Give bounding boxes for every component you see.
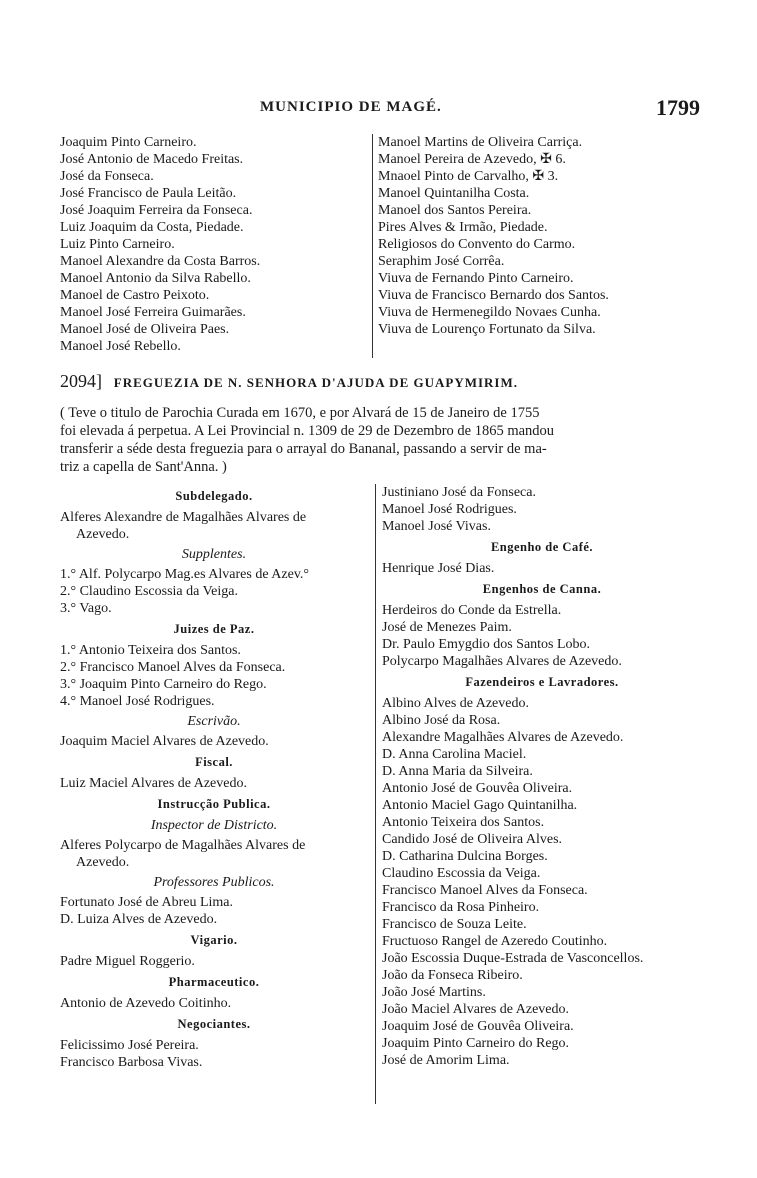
list-item: Seraphim José Corrêa. xyxy=(378,254,505,269)
section-number: 2094] xyxy=(60,371,102,391)
list-item: Dr. Paulo Emygdio dos Santos Lobo. xyxy=(382,637,591,652)
intro-line: foi elevada á perpetua. A Lei Provincial n. 1309 de 29 de Dezembro de 1865 mandou xyxy=(60,423,555,439)
list-item: Manoel Antonio da Silva Rabello. xyxy=(60,271,251,286)
list-item: Joaquim Pinto Carneiro. xyxy=(60,135,197,150)
heading-instrucao: Instrucção Publica. xyxy=(157,797,271,811)
heading-escrivao: Escrivão. xyxy=(187,714,241,729)
list-item: Mnaoel Pinto de Carvalho, ✠ 3. xyxy=(378,169,559,184)
list-item: João Maciel Alvares de Azevedo. xyxy=(382,1002,569,1017)
list-item: Antonio Teixeira dos Santos. xyxy=(382,815,545,830)
list-item: 2.° Francisco Manoel Alves da Fonseca. xyxy=(60,660,286,675)
top-right-list xyxy=(378,134,700,338)
list-item: Luiz Maciel Alvares de Azevedo. xyxy=(60,776,247,791)
list-item: Joaquim Maciel Alvares de Azevedo. xyxy=(60,734,269,749)
list-item: Antonio José de Gouvêa Oliveira. xyxy=(382,781,573,796)
list-item: Henrique José Dias. xyxy=(382,561,495,576)
left-column xyxy=(60,484,368,1071)
list-item: José da Fonseca. xyxy=(60,169,154,184)
heading-supplentes: Supplentes. xyxy=(181,547,247,562)
list-item: 3.° Joaquim Pinto Carneiro do Rego. xyxy=(60,677,267,692)
intro-line: ( Teve o titulo de Parochia Curada em 1670, e por Alvará de 15 de Janeiro de 1755 xyxy=(60,405,540,421)
inspector-line: Alferes Polycarpo de Magalhães Alvares de xyxy=(60,838,306,853)
page-number: 1799 xyxy=(656,95,700,120)
list-item: João Escossia Duque-Estrada de Vasconcellos. xyxy=(382,951,644,966)
list-item: Francisco da Rosa Pinheiro. xyxy=(382,900,540,915)
list-item: Justiniano José da Fonseca. xyxy=(382,485,536,500)
list-item: Viuva de Fernando Pinto Carneiro. xyxy=(378,271,574,286)
list-item: 1.° Alf. Polycarpo Mag.es Alvares de Azev.° xyxy=(60,567,310,582)
heading-inspector: Inspector de Districto. xyxy=(150,818,278,833)
list-item: José de Amorim Lima. xyxy=(382,1053,510,1068)
list-item: Manoel José Ferreira Guimarães. xyxy=(60,305,246,320)
heading-vigario: Vigario. xyxy=(190,933,238,947)
list-item: 2.° Claudino Escossia da Veiga. xyxy=(60,584,238,599)
list-item: 4.° Manoel José Rodrigues. xyxy=(60,694,215,709)
list-item: Fructuoso Rangel de Azeredo Coutinho. xyxy=(382,934,608,949)
list-item: Manoel Quintanilha Costa. xyxy=(378,186,530,201)
list-item: Fortunato José de Abreu Lima. xyxy=(60,895,234,910)
heading-engenhos-canna: Engenhos de Canna. xyxy=(482,582,602,596)
list-item: Manoel Alexandre da Costa Barros. xyxy=(60,254,261,269)
heading-negociantes: Negociantes. xyxy=(177,1017,251,1031)
list-item: Francisco Manoel Alves da Fonseca. xyxy=(382,883,588,898)
heading-pharmaceutico: Pharmaceutico. xyxy=(168,975,260,989)
list-item: Joaquim Pinto Carneiro do Rego. xyxy=(382,1036,570,1051)
list-item: Luiz Pinto Carneiro. xyxy=(60,237,175,252)
list-item: 3.° Vago. xyxy=(60,601,112,616)
heading-juizes: Juizes de Paz. xyxy=(173,622,255,636)
heading-engenho-cafe: Engenho de Café. xyxy=(490,540,594,554)
list-item: Manoel José de Oliveira Paes. xyxy=(60,322,230,337)
list-item: Felicissimo José Pereira. xyxy=(60,1038,199,1053)
right-column xyxy=(382,484,702,1069)
subdelegado-line: Azevedo. xyxy=(76,527,130,542)
page-header xyxy=(60,97,700,123)
list-item: Manoel de Castro Peixoto. xyxy=(60,288,210,303)
list-item: José Joaquim Ferreira da Fonseca. xyxy=(60,203,253,218)
list-item: D. Luiza Alves de Azevedo. xyxy=(60,912,218,927)
heading-subdelegado: Subdelegado. xyxy=(175,489,253,503)
list-item: José de Menezes Paim. xyxy=(382,620,512,635)
list-item: Viuva de Lourenço Fortunato da Silva. xyxy=(378,322,596,337)
list-item: D. Catharina Dulcina Borges. xyxy=(382,849,548,864)
list-item: João José Martins. xyxy=(382,985,486,1000)
list-item: Manoel dos Santos Pereira. xyxy=(378,203,532,218)
intro-line: triz a capella de Sant'Anna. ) xyxy=(60,459,227,475)
list-item: Manoel José Rebello. xyxy=(60,339,181,354)
list-item: José Antonio de Macedo Freitas. xyxy=(60,152,244,167)
list-item: Pires Alves & Irmão, Piedade. xyxy=(378,220,548,235)
list-item: D. Anna Maria da Silveira. xyxy=(382,764,533,779)
list-item: Manoel Pereira de Azevedo, ✠ 6. xyxy=(378,152,566,167)
list-item: Padre Miguel Roggerio. xyxy=(60,954,195,969)
heading-professores: Professores Publicos. xyxy=(153,875,275,890)
list-item: Manoel Martins de Oliveira Carriça. xyxy=(378,135,583,150)
list-item: Antonio Maciel Gago Quintanilha. xyxy=(382,798,578,813)
list-item: Viuva de Francisco Bernardo dos Santos. xyxy=(378,288,609,303)
list-item: Manoel José Vivas. xyxy=(382,519,491,534)
list-item: Alexandre Magalhães Alvares de Azevedo. xyxy=(382,730,624,745)
list-item: Herdeiros do Conde da Estrella. xyxy=(382,603,562,618)
list-item: João da Fonseca Ribeiro. xyxy=(382,968,523,983)
list-item: Religiosos do Convento do Carmo. xyxy=(378,237,576,252)
list-item: Luiz Joaquim da Costa, Piedade. xyxy=(60,220,244,235)
list-item: Polycarpo Magalhães Alvares de Azevedo. xyxy=(382,654,622,669)
list-item: Albino Alves de Azevedo. xyxy=(382,696,529,711)
heading-fazendeiros: Fazendeiros e Lavradores. xyxy=(465,675,619,689)
intro-line: transferir a séde desta freguezia para o arrayal do Bananal, passando a servir de ma- xyxy=(60,441,547,457)
column-divider xyxy=(375,484,376,1104)
list-item: Manoel José Rodrigues. xyxy=(382,502,517,517)
list-item: D. Anna Carolina Maciel. xyxy=(382,747,527,762)
list-item: Francisco de Souza Leite. xyxy=(382,917,527,932)
section-intro xyxy=(60,404,700,476)
list-item: Viuva de Hermenegildo Novaes Cunha. xyxy=(378,305,601,320)
list-item: Albino José da Rosa. xyxy=(382,713,501,728)
heading-fiscal: Fiscal. xyxy=(195,755,233,769)
section-title: FREGUEZIA DE N. SENHORA D'AJUDA DE GUAPYMIRIM. xyxy=(113,375,518,390)
list-item: Antonio de Azevedo Coitinho. xyxy=(60,996,232,1011)
header-title: MUNICIPIO DE MAGÉ. xyxy=(260,99,442,115)
list-item: Francisco Barbosa Vivas. xyxy=(60,1055,203,1070)
list-item: Claudino Escossia da Veiga. xyxy=(382,866,541,881)
top-left-list xyxy=(60,134,365,355)
list-item: 1.° Antonio Teixeira dos Santos. xyxy=(60,643,241,658)
column-divider xyxy=(372,134,373,358)
section-heading xyxy=(60,371,518,392)
list-item: Joaquim José de Gouvêa Oliveira. xyxy=(382,1019,574,1034)
inspector-line: Azevedo. xyxy=(76,855,130,870)
subdelegado-line: Alferes Alexandre de Magalhães Alvares de xyxy=(60,510,307,525)
list-item: José Francisco de Paula Leitão. xyxy=(60,186,237,201)
list-item: Candido José de Oliveira Alves. xyxy=(382,832,563,847)
